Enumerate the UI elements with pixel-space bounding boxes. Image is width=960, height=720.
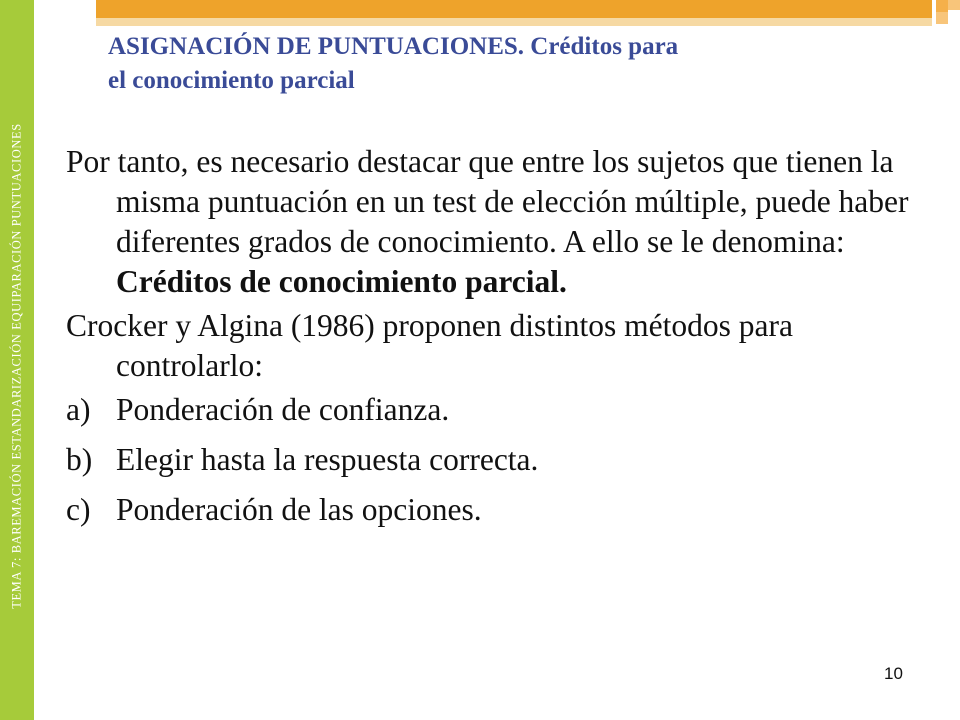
list-item	[66, 490, 936, 530]
list-item-text: Ponderación de confianza.	[116, 392, 450, 427]
slide-title-line-2: el conocimiento parcial	[108, 67, 355, 94]
paragraph-partial-knowledge	[66, 142, 936, 302]
corner-square-icon	[936, 0, 948, 12]
slide-body	[66, 142, 936, 540]
page-number: 10	[884, 664, 903, 683]
sidebar-vertical-title: TEMA 7: BAREMACIÓN ESTANDARIZACIÓN EQUIPARACIÓN PUNTUACIONES	[9, 123, 24, 609]
top-decoration-band-light	[96, 18, 932, 26]
sidebar-band	[0, 0, 34, 720]
list-item	[66, 390, 936, 430]
slide-title	[108, 30, 908, 98]
list-marker: a)	[66, 392, 91, 427]
paragraph-bold-term: Créditos de conocimiento parcial.	[116, 264, 567, 299]
list-item	[66, 440, 936, 480]
list-item-text: Ponderación de las opciones.	[116, 492, 482, 527]
slide-title-line-1: ASIGNACIÓN DE PUNTUACIONES. Créditos para	[108, 33, 679, 60]
corner-square-icon	[948, 0, 960, 10]
paragraph-text: Por tanto, es necesario destacar que entre los sujetos que tienen la misma puntuación en un test de elección múltiple, puede haber diferentes grados de conocimiento. A ello se le denomina:	[66, 144, 909, 259]
list-item-text: Elegir hasta la respuesta correcta.	[116, 442, 539, 477]
corner-square-icon	[936, 12, 948, 24]
list-marker: b)	[66, 442, 93, 477]
list-marker: c)	[66, 492, 91, 527]
paragraph-methods: Crocker y Algina (1986) proponen distintos métodos para controlarlo:	[66, 308, 793, 383]
top-decoration-band	[96, 0, 932, 18]
